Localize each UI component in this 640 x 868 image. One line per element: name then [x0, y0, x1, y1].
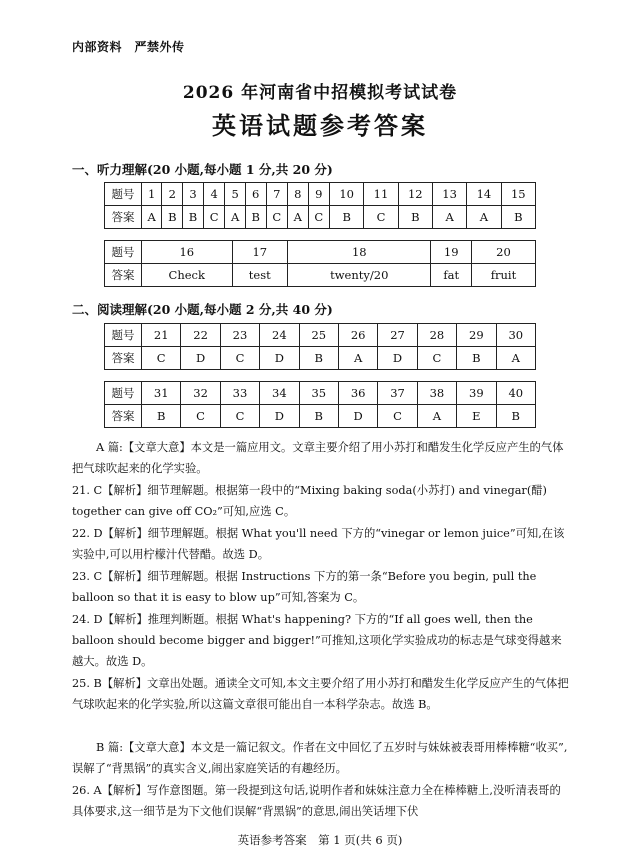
question-number: 21 — [142, 324, 181, 347]
question-number: 36 — [338, 382, 377, 405]
explanation-21: 21. C【解析】细节理解题。根据第一段中的“Mixing baking soda(小苏打) and vinegar(醋) together can give off CO₂”可知,应选 C。 — [72, 484, 547, 518]
question-number: 12 — [398, 183, 432, 206]
question-number: 30 — [496, 324, 535, 347]
question-number: 2 — [162, 183, 183, 206]
question-number: 15 — [501, 183, 535, 206]
answer-cell: C — [266, 206, 288, 229]
passage-a-summary: A 篇:【文章大意】本文是一篇应用文。文章主要介绍了用小苏打和醋发生化学反应产生的气体把气球吹起来的化学实验。 — [72, 441, 564, 475]
question-number: 38 — [417, 382, 456, 405]
question-number: 22 — [181, 324, 220, 347]
answer-cell: fat — [431, 264, 471, 287]
reading-table-1 — [104, 323, 536, 370]
answer-cell: C — [220, 347, 259, 370]
answer-cell: D — [338, 405, 377, 428]
header-note: 内部资料 严禁外传 — [72, 40, 185, 54]
question-number: 4 — [203, 183, 225, 206]
question-number: 17 — [232, 241, 288, 264]
question-number: 25 — [299, 324, 338, 347]
answer-cell: B — [496, 405, 535, 428]
table-row — [105, 206, 536, 229]
question-number: 6 — [245, 183, 266, 206]
table-row — [105, 264, 536, 287]
question-number: 7 — [266, 183, 288, 206]
answer-cell: B — [398, 206, 432, 229]
row-label: 答案 — [105, 405, 142, 428]
answer-cell: A — [338, 347, 377, 370]
question-number: 29 — [457, 324, 496, 347]
question-number: 32 — [181, 382, 220, 405]
question-number: 1 — [142, 183, 162, 206]
answer-cell: D — [378, 347, 417, 370]
question-number: 3 — [183, 183, 204, 206]
answer-cell: B — [457, 347, 496, 370]
table-row — [105, 405, 536, 428]
listening-table-2 — [104, 240, 536, 287]
answer-cell: B — [299, 405, 338, 428]
answer-cell: B — [162, 206, 183, 229]
answer-cell: D — [260, 347, 299, 370]
question-number: 16 — [142, 241, 233, 264]
question-number: 31 — [142, 382, 181, 405]
question-number: 19 — [431, 241, 471, 264]
answer-cell: A — [142, 206, 162, 229]
row-label: 题号 — [105, 183, 142, 206]
row-label: 答案 — [105, 206, 142, 229]
row-label: 题号 — [105, 382, 142, 405]
question-number: 10 — [330, 183, 364, 206]
answer-cell: A — [496, 347, 535, 370]
answer-cell: B — [183, 206, 204, 229]
question-number: 28 — [417, 324, 456, 347]
question-number: 23 — [220, 324, 259, 347]
answer-cell: C — [378, 405, 417, 428]
question-number: 39 — [457, 382, 496, 405]
row-label: 题号 — [105, 324, 142, 347]
exam-title: 2026 年河南省中招模拟考试试卷 — [182, 83, 458, 103]
answer-cell: A — [467, 206, 501, 229]
answer-cell: C — [220, 405, 259, 428]
answer-cell: B — [330, 206, 364, 229]
answer-cell: test — [232, 264, 288, 287]
table-row — [105, 241, 536, 264]
question-number: 8 — [288, 183, 308, 206]
answer-cell: C — [142, 347, 181, 370]
table-row — [105, 183, 536, 206]
question-number: 34 — [260, 382, 299, 405]
answer-cell: B — [299, 347, 338, 370]
question-number: 20 — [471, 241, 535, 264]
reading-table-2 — [104, 381, 536, 428]
answer-cell: Check — [142, 264, 233, 287]
question-number: 13 — [432, 183, 466, 206]
question-number: 18 — [288, 241, 431, 264]
answer-cell: A — [225, 206, 245, 229]
answer-cell: C — [364, 206, 398, 229]
answer-cell: fruit — [471, 264, 535, 287]
question-number: 27 — [378, 324, 417, 347]
answer-cell: B — [245, 206, 266, 229]
answer-cell: A — [432, 206, 466, 229]
question-number: 11 — [364, 183, 398, 206]
answer-cell: A — [417, 405, 456, 428]
explanation-25: 25. B【解析】文章出处题。通读全文可知,本文主要介绍了用小苏打和醋发生化学反应产生的气体把气球吹起来的化学实验,所以这篇文章很可能出自一本科学杂志。故选 B。 — [72, 677, 569, 711]
explanation-24: 24. D【解析】推理判断题。根据 What's happening? 下方的“If all goes well, then the balloon should become bigger and bigger!”可推知,这项化学实验成功的标志是气球变得越来越大。故选 D。 — [72, 613, 562, 668]
row-label: 题号 — [105, 241, 142, 264]
explanation-23: 23. C【解析】细节理解题。根据 Instructions 下方的第一条“Before you begin, pull the balloon so that it is easy to blow up”可知,答案为 C。 — [72, 570, 537, 604]
row-label: 答案 — [105, 347, 142, 370]
question-number: 14 — [467, 183, 501, 206]
question-number: 5 — [225, 183, 245, 206]
answer-cell: B — [501, 206, 535, 229]
passage-b-summary: B 篇:【文章大意】本文是一篇记叙文。作者在文中回忆了五岁时与妹妹被表哥用棒棒糖“收买”,误解了“背黑锅”的真实含义,闹出家庭笑话的有趣经历。 — [72, 741, 568, 775]
question-number: 24 — [260, 324, 299, 347]
question-number: 35 — [299, 382, 338, 405]
table-row — [105, 347, 536, 370]
answer-cell: twenty/20 — [288, 264, 431, 287]
answer-cell: C — [203, 206, 225, 229]
answer-cell: B — [142, 405, 181, 428]
explanation-22: 22. D【解析】细节理解题。根据 What you'll need 下方的“vinegar or lemon juice”可知,在该实验中,可以用柠檬汁代替醋。故选 D。 — [72, 527, 565, 561]
answer-cell: A — [288, 206, 308, 229]
answer-cell: C — [308, 206, 330, 229]
answer-cell: C — [181, 405, 220, 428]
question-number: 9 — [308, 183, 330, 206]
table-row — [105, 382, 536, 405]
answer-cell: C — [417, 347, 456, 370]
answer-cell: D — [260, 405, 299, 428]
question-number: 33 — [220, 382, 259, 405]
explanation-26: 26. A【解析】写作意图题。第一段提到这句话,说明作者和妹妹注意力全在棒棒糖上,没听清表哥的具体要求,这一细节是为下文他们误解“背黑锅”的意思,闹出笑话埋下伏 — [72, 784, 561, 818]
page-footer: 英语参考答案 第 1 页(共 6 页) — [237, 833, 403, 847]
question-number: 40 — [496, 382, 535, 405]
table-row — [105, 324, 536, 347]
section-listening-heading: 一、听力理解(20 小题,每小题 1 分,共 20 分) — [72, 162, 333, 177]
answer-cell: D — [181, 347, 220, 370]
listening-table-1 — [104, 182, 536, 229]
question-number: 26 — [338, 324, 377, 347]
section-reading-heading: 二、阅读理解(20 小题,每小题 2 分,共 40 分) — [72, 302, 333, 317]
answer-key-title: 英语试题参考答案 — [212, 111, 428, 140]
question-number: 37 — [378, 382, 417, 405]
answer-cell: E — [457, 405, 496, 428]
row-label: 答案 — [105, 264, 142, 287]
